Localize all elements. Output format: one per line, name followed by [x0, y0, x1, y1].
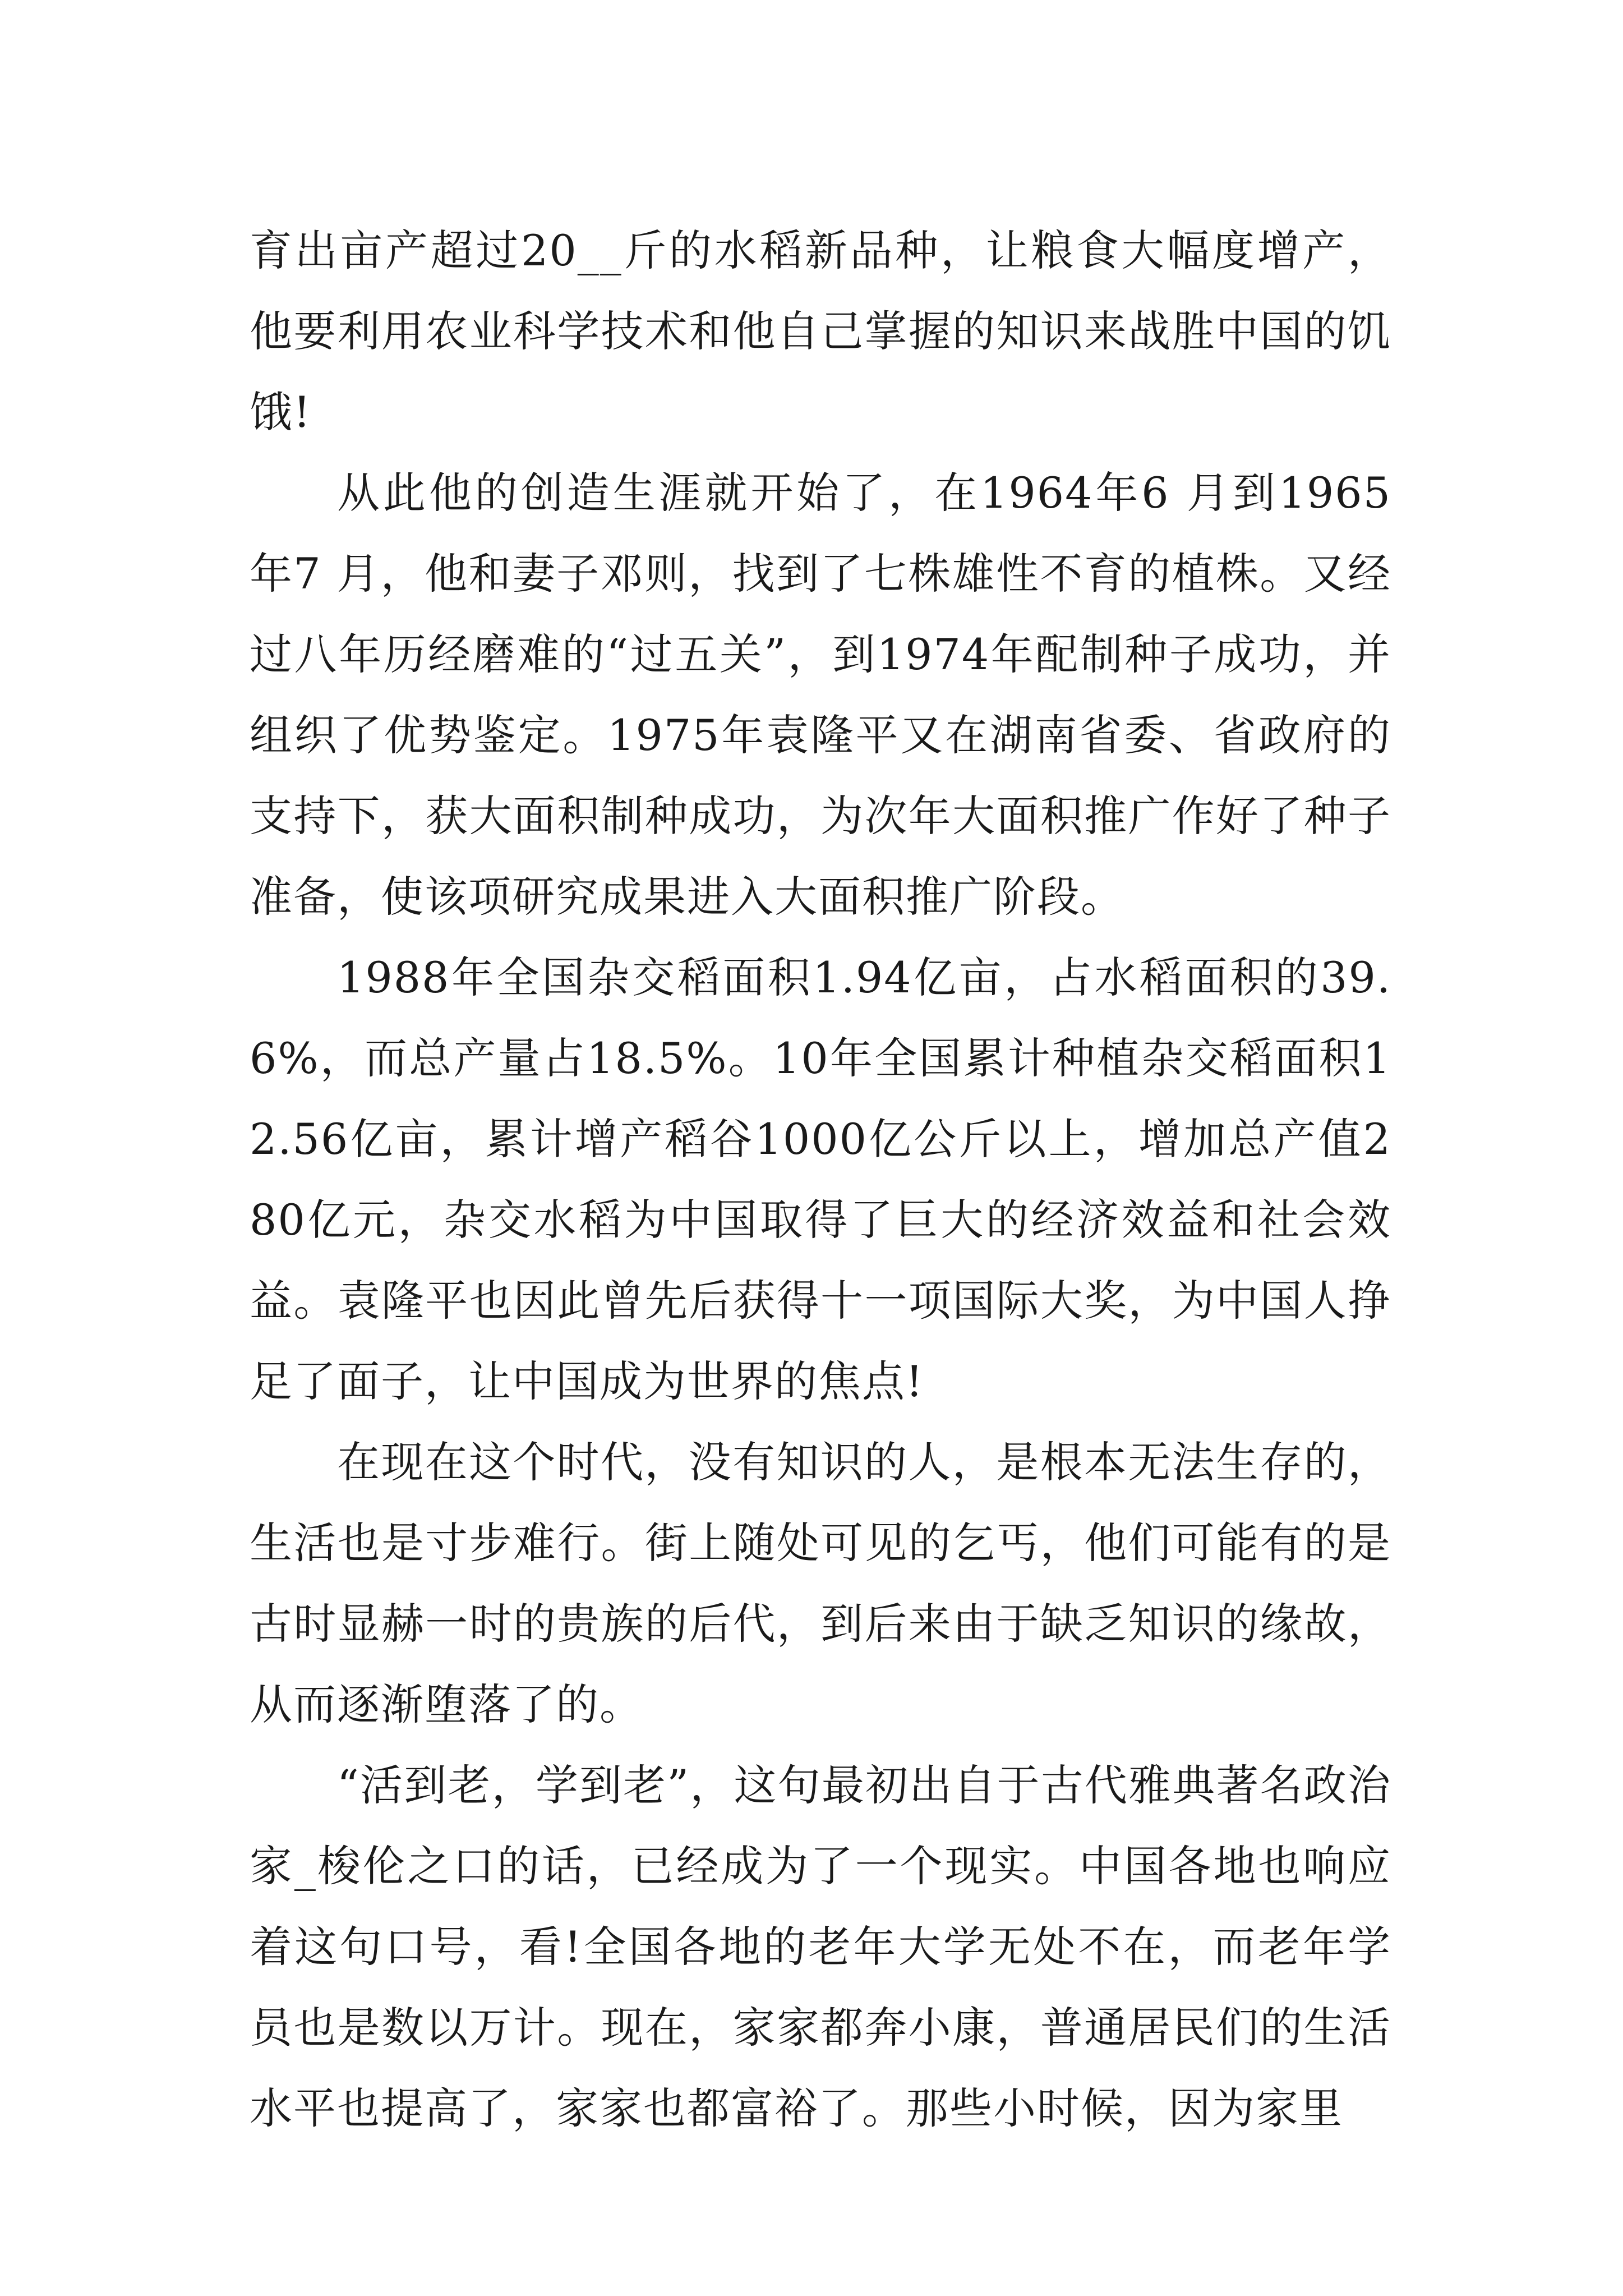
paragraph-career-start: 从此他的创造生涯就开始了，在1964年6 月到1965年7 月，他和妻子邓则，找到了七株雄性不育的植株。又经过八年历经磨难的“过五关”，到1974年配制种子成功，并组织了优势鉴定。1975年袁隆平又在湖南省委、省政府的支持下，获大面积制种成功，为次年大面积推广作好了种子准备，使该项研究成果进入大面积推广阶段。: [250, 468, 1391, 922]
paragraph-continuation: 育出亩产超过20__斤的水稻新品种，让粮食大幅度增产，他要利用农业科学技术和他自己掌握的知识来战胜中国的饥饿!: [250, 226, 1391, 437]
document-body: [250, 210, 1391, 2149]
paragraph-hybrid-rice-statistics: 1988年全国杂交稻面积1.94亿亩，占水稻面积的39.6%，而总产量占18.5%。10年全国累计种植杂交稻面积12.56亿亩，累计增产稻谷1000亿公斤以上，增加总产值280亿元，杂交水稻为中国取得了巨大的经济效益和社会效益。袁隆平也因此曾先后获得十一项国际大奖，为中国人挣足了面子，让中国成为世界的焦点!: [250, 953, 1391, 1406]
paragraph-knowledge-era: 在现在这个时代，没有知识的人，是根本无法生存的，生活也是寸步难行。街上随处可见的乞丐，他们可能有的是古时显赫一时的贵族的后代，到后来由于缺乏知识的缘故，从而逐渐堕落了的。: [250, 1437, 1391, 1729]
paragraph-lifelong-learning: “活到老，学到老”，这句最初出自于古代雅典著名政治家_梭伦之口的话，已经成为了一个现实。中国各地也响应着这句口号，看!全国各地的老年大学无处不在，而老年学员也是数以万计。现在，家家都奔小康，普通居民们的生活水平也提高了，家家也都富裕了。那些小时候，因为家里: [250, 1760, 1391, 2133]
